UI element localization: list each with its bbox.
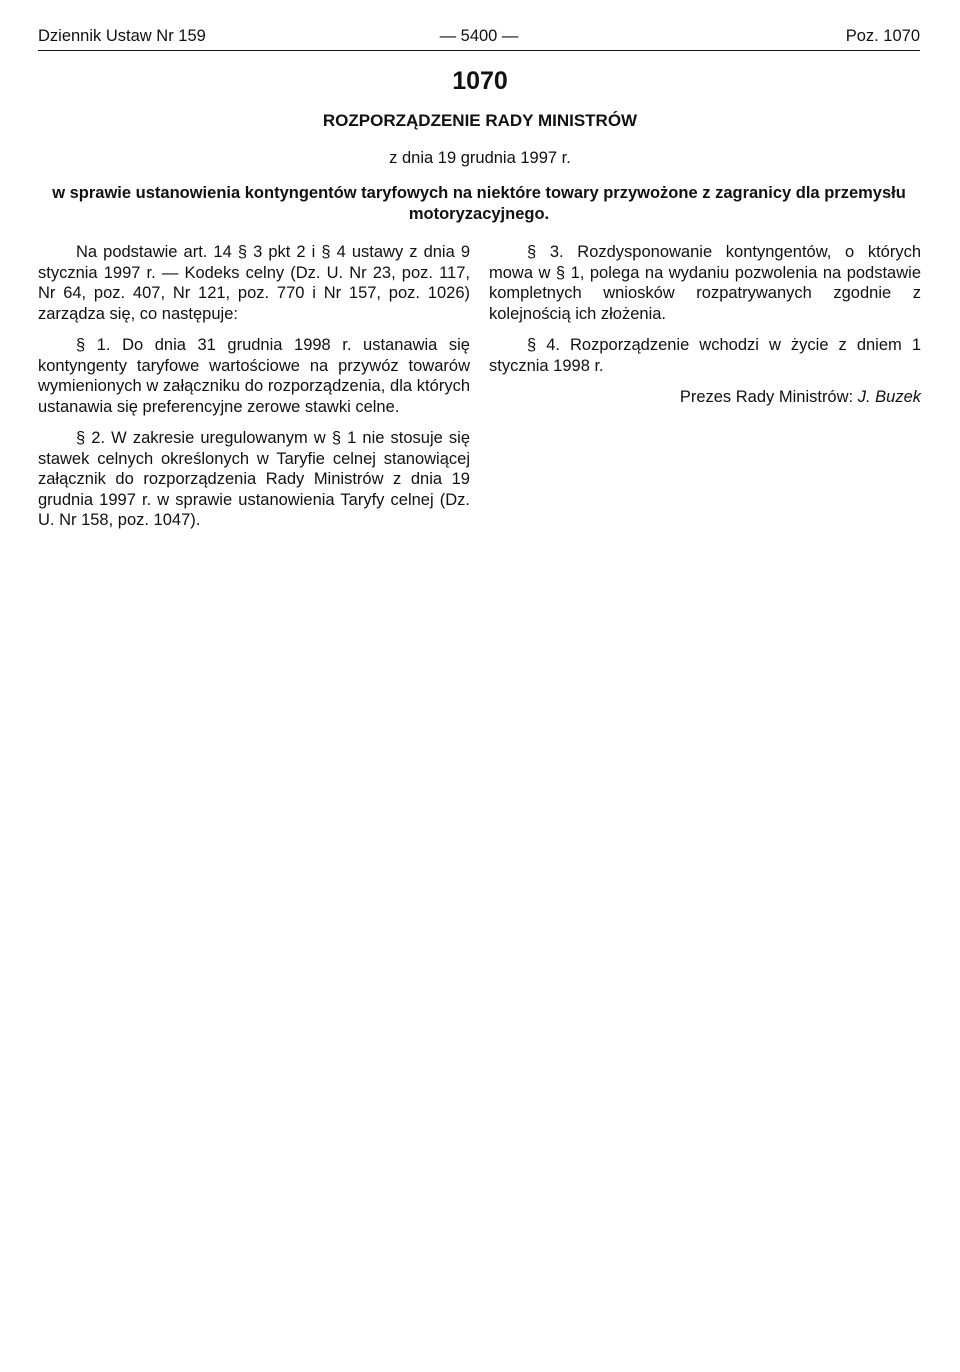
signatory-name: J. Buzek — [857, 388, 921, 406]
subject-text: w sprawie ustanowienia kontyngentów taryfowych na niektóre towary przywożone z zagranicy dla przemysłu motoryzacyjnego. — [52, 184, 906, 223]
section-4-paragraph: § 4. Rozporządzenie wchodzi w życie z dniem 1 stycznia 1998 r. — [489, 336, 921, 375]
document-number: 1070 — [452, 67, 508, 95]
document-date: z dnia 19 grudnia 1997 r. — [389, 149, 571, 167]
document-title: ROZPORZĄDZENIE RADY MINISTRÓW — [322, 111, 638, 130]
right-column — [489, 242, 921, 419]
header-divider — [38, 50, 920, 51]
section-2-paragraph: § 2. W zakresie uregulowanym w § 1 nie stosuje się stawek celnych określonych w Taryfie celnej stanowiącej załącznik do rozporządzenia Rady Ministrów z dnia 19 grudnia 1997 r. w sprawie ustanowienia Taryfy celnej (Dz. U. Nr 158, poz. 1047). — [38, 429, 470, 529]
page-header — [38, 26, 920, 48]
preamble-paragraph: Na podstawie art. 14 § 3 pkt 2 i § 4 ustawy z dnia 9 stycznia 1997 r. — Kodeks celny (Dz. U. Nr 23, poz. 117, Nr 64, poz. 407, Nr 121, poz. 770 i Nr 157, poz. 1026) zarządza się, co następuje: — [38, 243, 470, 323]
signature-block — [489, 387, 921, 408]
section-3-paragraph: § 3. Rozdysponowanie kontyngentów, o których mowa w § 1, polega na wydaniu pozwolenia na podstawie kompletnych wniosków rozpatrywanych zgodnie z kolejnością ich złożenia. — [489, 243, 921, 323]
journal-title: Dziennik Ustaw Nr 159 — [38, 27, 206, 45]
position-number: Poz. 1070 — [845, 27, 920, 45]
signatory-role: Prezes Rady Ministrów: — [679, 388, 854, 406]
left-column — [38, 242, 470, 542]
page-number: — 5400 — — [439, 27, 519, 45]
document-subject — [38, 183, 920, 225]
section-1-paragraph: § 1. Do dnia 31 grudnia 1998 r. ustanawia się kontyngenty taryfowe wartościowe na przywóz towarów wymienionych w załączniku do rozporządzenia, dla których ustanawia się preferencyjne zerowe stawki celne. — [38, 336, 470, 416]
